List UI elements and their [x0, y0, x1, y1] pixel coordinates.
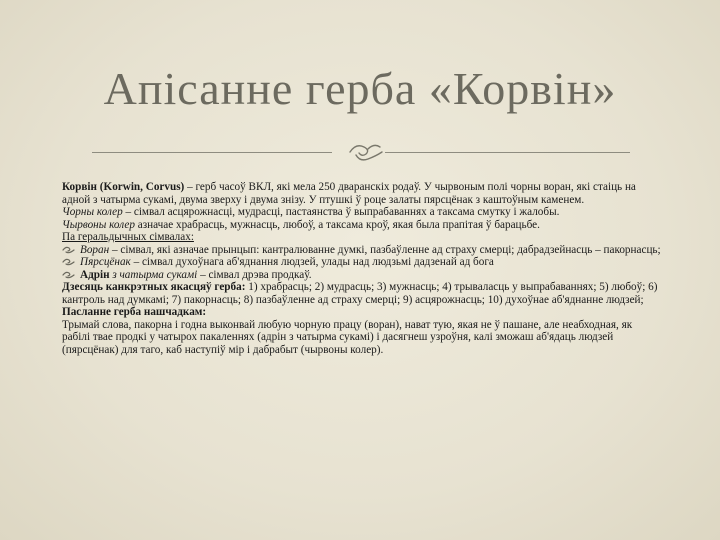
branch-desc: – сімвал дрэва продкаў.	[197, 268, 312, 281]
bullet-ring	[62, 256, 662, 269]
description-text: – герб часоў ВКЛ, які мела 250 дваранскіх родаў. У чырвоным полі чорны воран, які стаіць на адной з чатырма сукамі, двума зверху і двума знізу. У птушкі ў роце залаты пярсцёнак з каштоўным каменем.	[62, 181, 636, 206]
bullet-ring-text	[80, 256, 494, 269]
coat-of-arms-name: Корвін (Korwin, Corvus)	[62, 181, 185, 193]
paragraph-black-color	[62, 206, 662, 219]
branch-term-italic: з чатырма сукамі	[109, 268, 198, 281]
slide-title: Апісанне герба «Корвін»	[103, 63, 617, 114]
symbols-heading-text: Па геральдычных сімвалах:	[62, 231, 194, 243]
bullet-flourish-icon	[62, 269, 80, 280]
bullet-flourish-icon	[62, 244, 80, 255]
bullet-branch	[62, 269, 662, 282]
bullet-flourish-icon	[62, 256, 80, 267]
black-color-text: – сімвал асцярожнасці, мудрасці, пастаянства ў выпрабаваннях а таксама смутку і жалобы.	[122, 206, 560, 218]
red-color-term: Чырвоны колер	[62, 218, 135, 231]
title-divider-right	[385, 152, 630, 153]
bullet-branch-text	[80, 269, 312, 282]
message-heading	[62, 306, 662, 319]
message-heading-text: Пасланне герба нашчадкам:	[62, 306, 207, 318]
raven-term: Воран	[80, 243, 110, 256]
bullet-raven-text	[80, 244, 661, 257]
paragraph-message	[62, 319, 662, 357]
paragraph-qualities	[62, 281, 662, 306]
paragraph-red-color	[62, 219, 662, 232]
flourish-ornament-icon	[346, 139, 386, 165]
bullet-raven	[62, 244, 662, 257]
qualities-heading: Дзесяць канкрэтных якасцяў герба:	[62, 281, 246, 293]
black-color-term: Чорны колер	[62, 206, 123, 218]
paragraph-description	[62, 181, 662, 206]
ring-desc: – сімвал духоўнага аб'яднання людзей, улады над людзьмі дадзенай ад бога	[130, 256, 494, 268]
ring-term: Пярсцёнак	[80, 256, 131, 268]
red-color-text: азначае храбрасць, мужнасць, любоў, а таксама кроў, якая была прапітая ў барацьбе.	[134, 218, 540, 231]
slide-body	[62, 181, 662, 356]
raven-desc: – сімвал, які азначае прынцып: кантралюванне думкі, пазбаўленне ад страху смерці; дабрадзейнасць – пакорнасць;	[109, 243, 661, 256]
qualities-text: 1) храбрасць; 2) мудрасць; 3) мужнасць; 4) трываласць у выпрабаваннях; 5) любоў; 6) кантроль над думкамі; 7) пакорнасць; 8) пазбаўленне ад страху смерці; 9) асцярожнасць; 10) духоўнае аб'яднанне людзей;	[62, 281, 658, 306]
branch-term: Адрін	[80, 268, 110, 281]
symbols-heading	[62, 231, 662, 244]
message-text: Трымай слова, пакорна і годна выконвай любую чорную працу (воран), нават тую, якая не ў пашане, але неабходная, як рабілі твае продкі у чатырох пакаленнях (адрін з чатырма сукамі) і дасягнеш узроўня, калі зможаш аб'ядаць людзей (пярсцёнак) для таго, каб наступіў мір і дабрабыт (чырвоны колер).	[62, 318, 633, 356]
title-divider-left	[92, 152, 332, 153]
